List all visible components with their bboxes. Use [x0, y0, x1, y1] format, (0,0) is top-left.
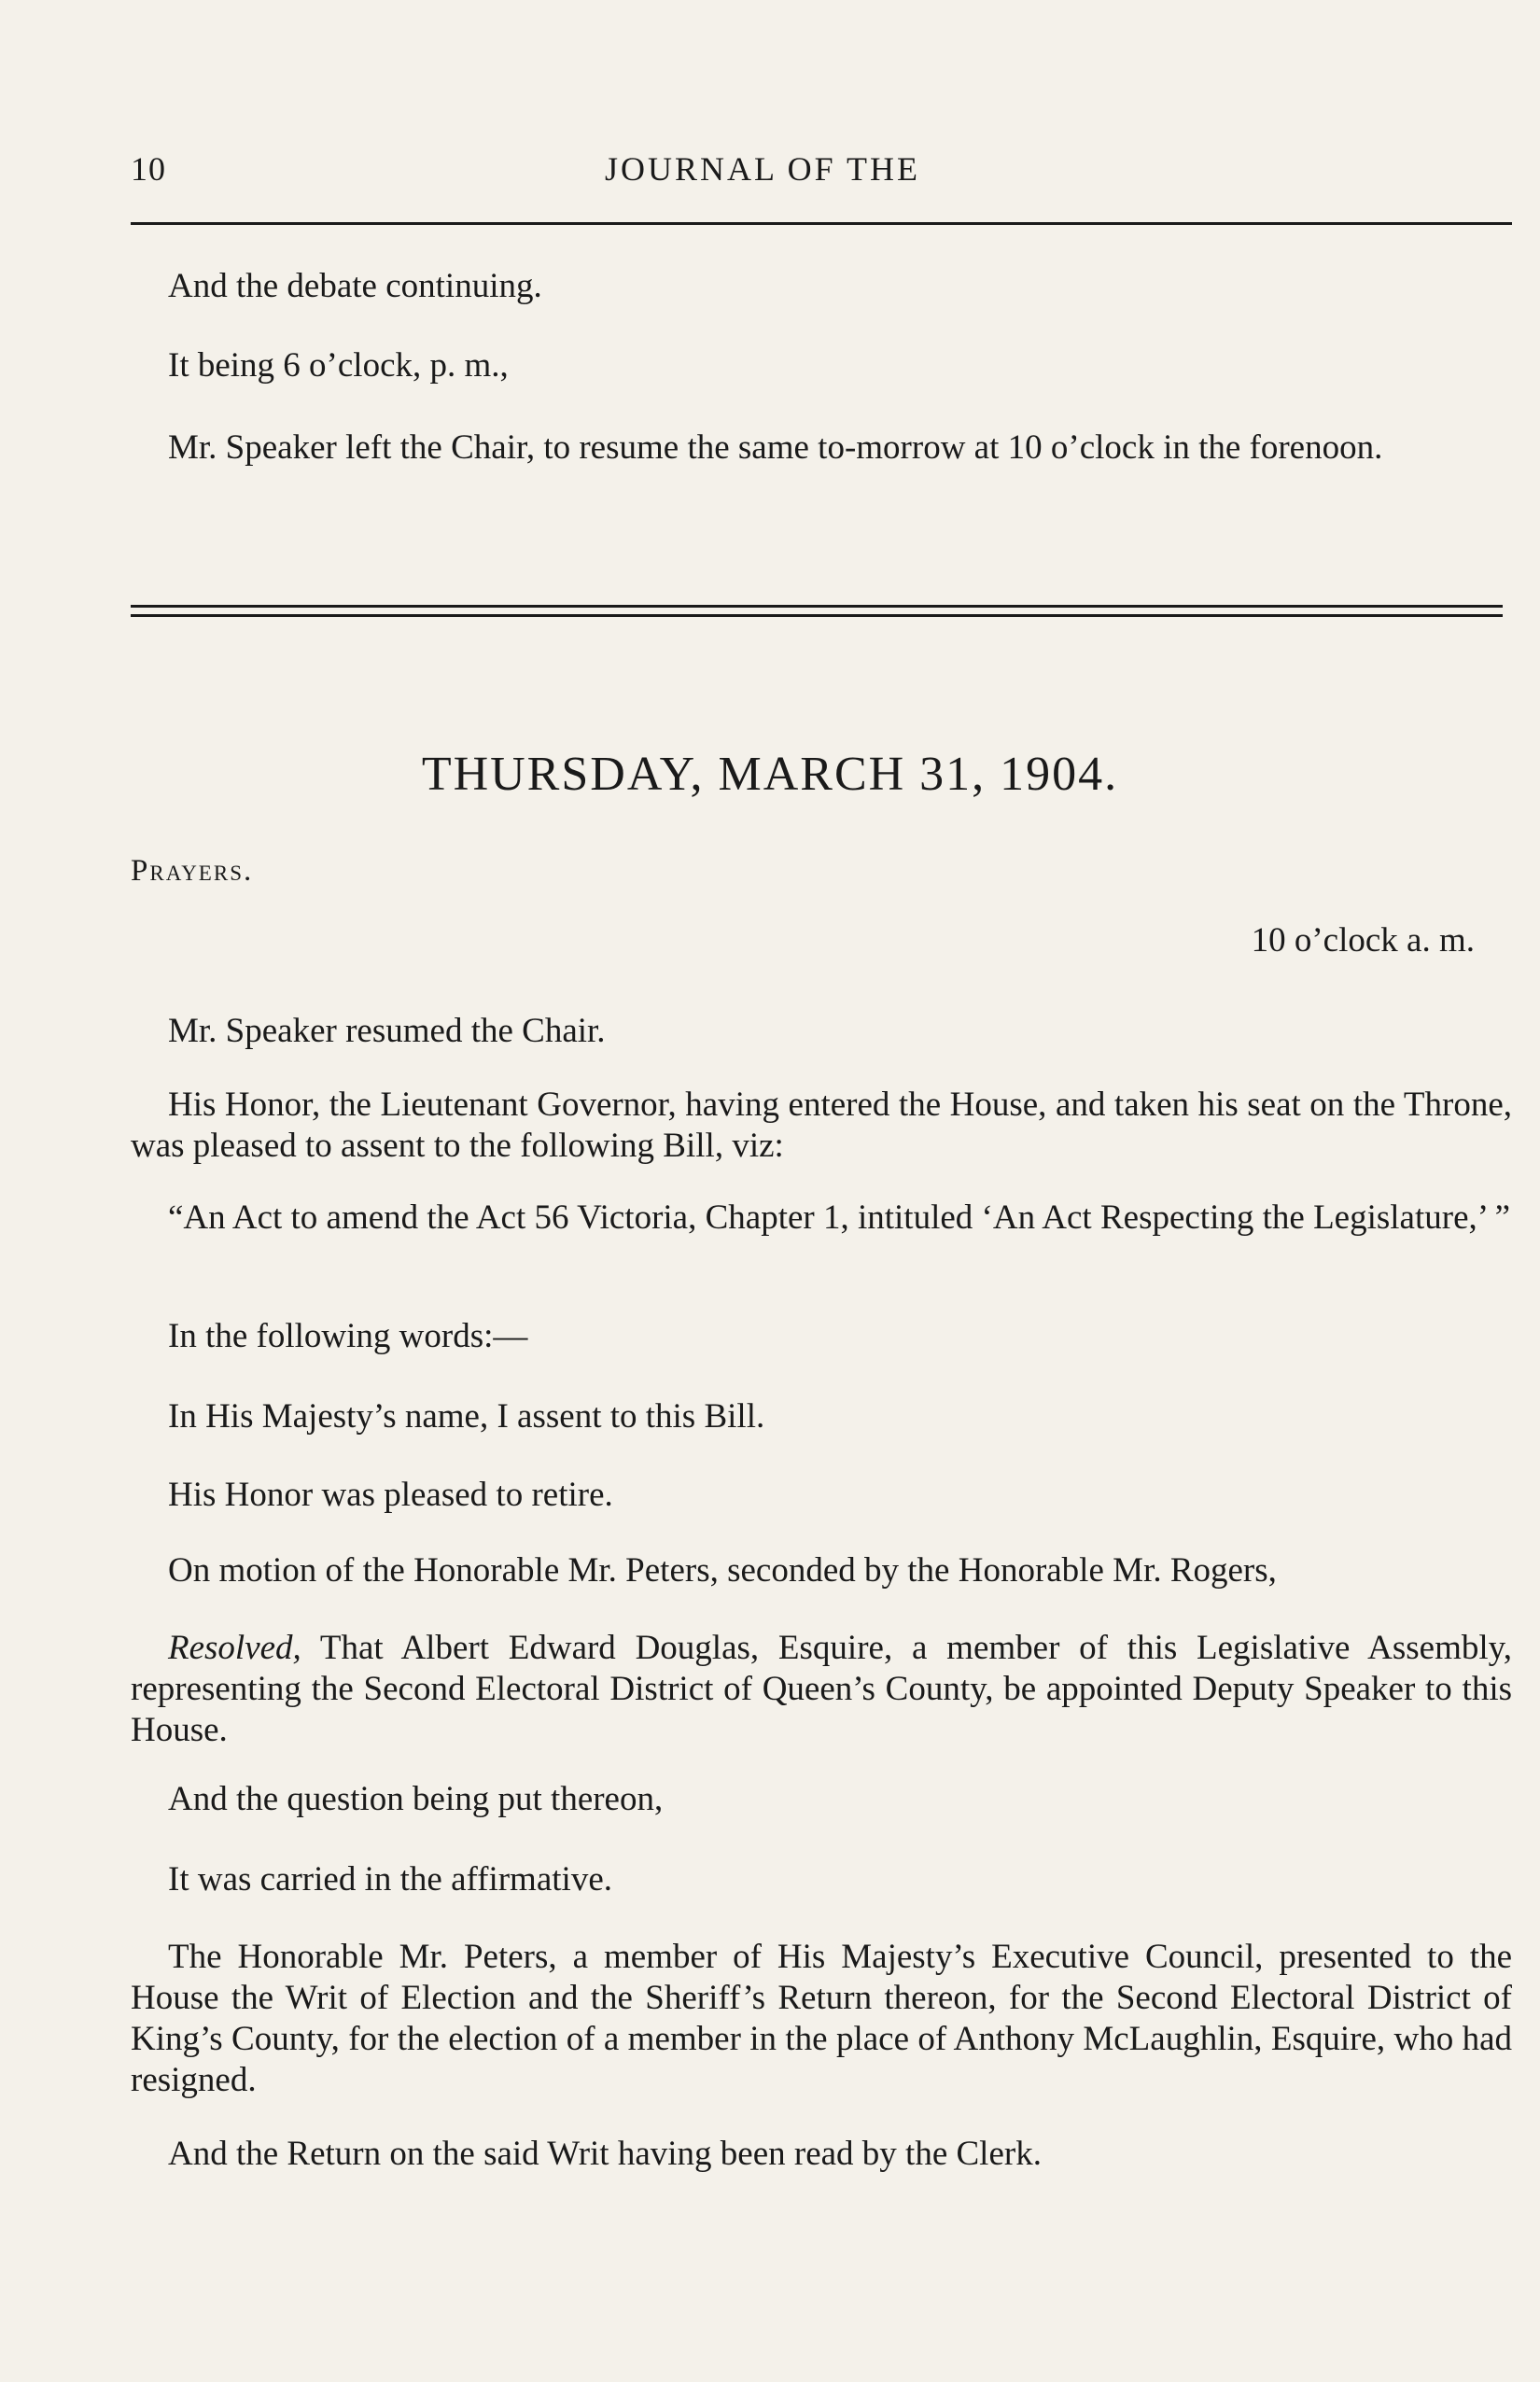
paragraph-carried: It was carried in the affirmative.	[168, 1860, 612, 1899]
paragraph-six-oclock: It being 6 o’clock, p. m.,	[168, 346, 509, 385]
paragraph-question-put: And the question being put thereon,	[168, 1780, 664, 1818]
paragraph-motion: On motion of the Honorable Mr. Peters, seconded by the Honorable Mr. Rogers,	[168, 1551, 1277, 1590]
prayers-label: Prayers.	[131, 854, 254, 888]
section-double-rule-bottom	[131, 614, 1503, 617]
paragraph-lieutenant-governor: His Honor, the Lieutenant Governor, having entered the House, and taken his seat on the Throne, was pleased to assent to the following Bill, viz:	[131, 1086, 1512, 1165]
paragraph-act-title: “An Act to amend the Act 56 Victoria, Chapter 1, intituled ‘An Act Respecting the Legislature,’ ”	[168, 1198, 1510, 1237]
page-header	[131, 149, 1512, 196]
resolved-text: That Albert Edward Douglas, Esquire, a member of this Legislative Assembly, representing the Second Electoral District of Queen’s County, be appointed Deputy Speaker to this House.	[131, 1629, 1512, 1749]
paragraph-resolved	[131, 1628, 1512, 1751]
page-number: 10	[131, 150, 166, 188]
paragraph-speaker-resumed: Mr. Speaker resumed the Chair.	[168, 1012, 606, 1050]
paragraph-writ-of-election: The Honorable Mr. Peters, a member of His Majesty’s Executive Council, presented to the House the Writ of Election and the Sheriff’s Return thereon, for the Second Electoral District of King’s County, for the election of a member in the place of Anthony McLaughlin, Esquire, who had resigned.	[131, 1938, 1512, 2099]
paragraph-speaker-left: Mr. Speaker left the Chair, to resume the same to-morrow at 10 o’clock in the forenoon.	[168, 428, 1383, 467]
paragraph-assent: In His Majesty’s name, I assent to this Bill.	[168, 1397, 765, 1436]
date-heading: THURSDAY, MARCH 31, 1904.	[421, 748, 1119, 801]
paragraph-following-words: In the following words:—	[168, 1317, 528, 1355]
resolved-label: Resolved,	[168, 1629, 301, 1667]
paragraph-debate-continuing: And the debate continuing.	[168, 267, 542, 305]
section-double-rule-top	[131, 605, 1503, 608]
header-rule	[131, 222, 1512, 225]
running-title: JOURNAL OF THE	[605, 150, 921, 188]
paragraph-retire: His Honor was pleased to retire.	[168, 1476, 613, 1514]
paragraph-return-read: And the Return on the said Writ having been read by the Clerk.	[168, 2135, 1042, 2173]
session-time: 10 o’clock a. m.	[1251, 921, 1475, 960]
